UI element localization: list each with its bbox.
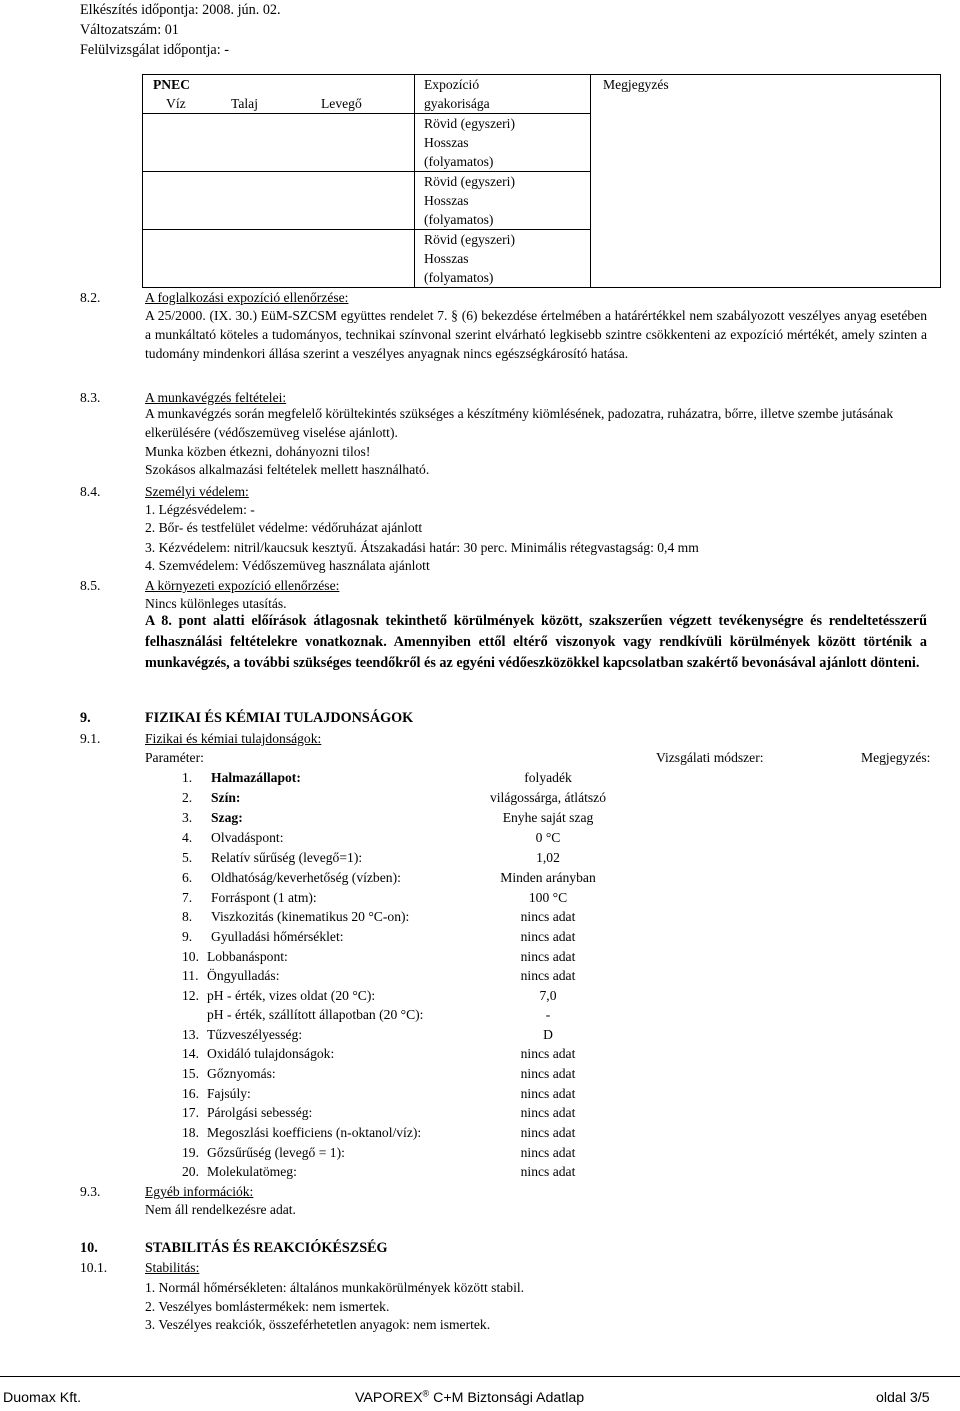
folyamatos-label: (folyamatos) <box>424 270 494 285</box>
protection-item-4: 4. Szemvédelem: Védőszemüveg használata ajánlott <box>145 558 430 573</box>
property-number: 11. <box>182 968 199 983</box>
section-10-1-number: 10.1. <box>80 1260 108 1275</box>
property-label: Megoszlási koefficiens (n-oktanol/víz): <box>207 1125 422 1140</box>
property-label: Szín: <box>211 790 241 805</box>
property-number: 13. <box>182 1027 199 1042</box>
section-8-5-body: Nincs különleges utasítás. <box>145 596 287 611</box>
section-8-3-number: 8.3. <box>80 390 101 405</box>
property-label: Gyulladási hőmérséklet: <box>211 929 344 944</box>
property-number: 2. <box>182 790 193 805</box>
protection-item-3: 3. Kézvédelem: nitril/kaucsuk kesztyű. Átszakadási határ: 30 perc. Minimális rétegvastagság: 0,4 mm <box>145 540 699 555</box>
col-method-label: Vizsgálati módszer: <box>656 750 764 765</box>
rovid-label: Rövid (egyszeri) <box>424 116 515 131</box>
pnec-row-3 <box>143 230 415 288</box>
property-number: 15. <box>182 1066 199 1081</box>
property-value: nincs adat <box>520 1066 576 1081</box>
property-value: D <box>543 1027 553 1042</box>
expo-row-3 <box>415 230 591 288</box>
property-value: nincs adat <box>520 968 576 983</box>
footer-doc-rest: C+M Biztonsági Adatlap <box>429 1390 585 1406</box>
registered-mark: ® <box>422 1388 430 1399</box>
protection-item-2: 2. Bőr- és testfelület védelme: védőruházat ajánlott <box>145 520 423 535</box>
property-label: Relatív sűrűség (levegő=1): <box>211 850 363 865</box>
stability-item-2: 2. Veszélyes bomlástermékek: nem ismertek. <box>145 1299 390 1314</box>
section-8-3-body: A munkavégzés során megfelelő körültekintés szükséges a készítmény kiömlésének, padozatra, ruházatra, bőrre, illetve szembe jutásának elkerülésére (védőszemüveg viselése ajánlott). <box>145 406 894 440</box>
section-8-3-line2: Munka közben étkezni, dohányozni tilos! <box>145 444 371 459</box>
section-10-number: 10. <box>80 1240 98 1256</box>
page-footer <box>0 1376 960 1411</box>
property-label: Olvadáspont: <box>211 830 284 845</box>
protection-item-1: 1. Légzésvédelem: - <box>145 502 255 517</box>
talaj-label: Talaj <box>231 96 258 111</box>
section-8-5-title: A környezeti expozíció ellenőrzése: <box>145 578 340 593</box>
property-value: nincs adat <box>520 949 576 964</box>
property-value: világossárga, átlátszó <box>489 790 607 805</box>
property-number: 6. <box>182 870 193 885</box>
property-label: Halmazállapot: <box>211 770 301 785</box>
folyamatos-label: (folyamatos) <box>424 212 494 227</box>
section-8-5-number: 8.5. <box>80 578 101 593</box>
property-value: 100 °C <box>528 890 568 905</box>
footer-page-number: oldal 3/5 <box>876 1390 930 1406</box>
property-label: Forráspont (1 atm): <box>211 890 317 905</box>
footer-brand: VAPOREX <box>355 1390 423 1406</box>
property-number: 17. <box>182 1105 199 1120</box>
property-value: nincs adat <box>520 1125 576 1140</box>
property-label: pH - érték, szállított állapotban (20 °C): <box>207 1007 424 1022</box>
section-10-1-title: Stabilitás: <box>145 1260 200 1275</box>
rovid-label: Rövid (egyszeri) <box>424 174 515 189</box>
property-number: 9. <box>182 929 193 944</box>
property-label: Fajsúly: <box>207 1086 251 1101</box>
section-8-4-title: Személyi védelem: <box>145 484 249 499</box>
expo-row-2 <box>415 172 591 230</box>
property-number: 10. <box>182 949 199 964</box>
property-number: 14. <box>182 1046 199 1061</box>
hosszas-label: Hosszas <box>424 251 469 266</box>
viz-label: Víz <box>166 96 186 111</box>
section-9-3-title: Egyéb információk: <box>145 1184 254 1199</box>
property-number: 5. <box>182 850 193 865</box>
expo-label-2: gyakorisága <box>424 96 490 111</box>
document-header <box>80 0 281 60</box>
property-number: 12. <box>182 988 199 1003</box>
section-8-2-body: A 25/2000. (IX. 30.) EüM-SZCSM együttes rendelet 7. § (6) bekezdése értelmében a határértékkel nem szabályozott veszélyes anyag esetében a munkáltató köteles a tudományos, technikai színvonal szerint elvárható legkisebb szintre csökkenteni az expozíció mértékét, amely szinten a tudomány mindenkori állása szerint a veszélyes anyagnak nincs egészségkárosító hatása. <box>145 308 927 361</box>
levego-label: Levegő <box>321 96 362 111</box>
review-date: Felülvizsgálat időpontja: - <box>80 42 229 58</box>
section-9-1-title: Fizikai és kémiai tulajdonságok: <box>145 731 322 746</box>
section-8-2-number: 8.2. <box>80 290 101 305</box>
stability-item-1: 1. Normál hőmérsékleten: általános munkakörülmények között stabil. <box>145 1280 525 1295</box>
col-param-label: Paraméter: <box>145 750 204 765</box>
property-number: 7. <box>182 890 193 905</box>
footer-document-title <box>355 1389 584 1408</box>
property-value: nincs adat <box>520 909 576 924</box>
property-label: Gőznyomás: <box>207 1066 276 1081</box>
property-number: 19. <box>182 1145 199 1160</box>
property-number: 8. <box>182 909 193 924</box>
col-note-label: Megjegyzés: <box>861 750 931 765</box>
property-value: 7,0 <box>539 988 557 1003</box>
property-label: Lobbanáspont: <box>207 949 288 964</box>
property-value: 1,02 <box>536 850 560 865</box>
property-value: 0 °C <box>535 830 561 845</box>
created-date: Elkészítés időpontja: 2008. jún. 02. <box>80 2 281 18</box>
footer-company: Duomax Kft. <box>3 1390 82 1406</box>
property-label: Molekulatömeg: <box>207 1164 297 1179</box>
property-value: nincs adat <box>520 929 576 944</box>
section-8-4-number: 8.4. <box>80 484 101 499</box>
folyamatos-label: (folyamatos) <box>424 154 494 169</box>
pnec-header-cell <box>143 75 415 114</box>
property-number: 4. <box>182 830 193 845</box>
property-label: Oldhatóság/keverhetőség (vízben): <box>211 870 401 885</box>
expo-header-cell <box>415 75 591 114</box>
property-label: Oxidáló tulajdonságok: <box>207 1046 335 1061</box>
property-label: Tűzveszélyesség: <box>207 1027 303 1042</box>
section-9-3-number: 9.3. <box>80 1184 101 1199</box>
property-number: 3. <box>182 810 193 825</box>
property-value: nincs adat <box>520 1164 576 1179</box>
section-8-3-title: A munkavégzés feltételei: <box>145 390 287 405</box>
hosszas-label: Hosszas <box>424 193 469 208</box>
property-value: Minden arányban <box>500 870 596 885</box>
section-9-3-body: Nem áll rendelkezésre adat. <box>145 1202 296 1217</box>
property-label: Viszkozitás (kinematikus 20 °C-on): <box>211 909 410 924</box>
property-label: Szag: <box>211 810 243 825</box>
section-9-number: 9. <box>80 710 91 726</box>
property-value: nincs adat <box>520 1086 576 1101</box>
section-9-title: FIZIKAI ÉS KÉMIAI TULAJDONSÁGOK <box>145 710 414 726</box>
property-label: pH - érték, vizes oldat (20 °C): <box>207 988 376 1003</box>
stability-item-3: 3. Veszélyes reakciók, összeférhetetlen anyagok: nem ismertek. <box>145 1317 491 1332</box>
property-value: nincs adat <box>520 1105 576 1120</box>
section-8-2-title: A foglalkozási expozíció ellenőrzése: <box>145 290 349 305</box>
property-label: Gőzsűrűség (levegő = 1): <box>207 1145 345 1160</box>
property-label: Párolgási sebesség: <box>207 1105 313 1120</box>
property-number: 1. <box>182 770 193 785</box>
rovid-label: Rövid (egyszeri) <box>424 232 515 247</box>
megjegyzes-label: Megjegyzés <box>603 77 669 92</box>
property-label: Öngyulladás: <box>207 968 280 983</box>
hosszas-label: Hosszas <box>424 135 469 150</box>
pnec-row-1 <box>143 114 415 172</box>
expo-row-1 <box>415 114 591 172</box>
expo-label-1: Expozíció <box>424 77 480 92</box>
property-value: nincs adat <box>520 1145 576 1160</box>
note-header-cell <box>591 75 941 288</box>
property-value: nincs adat <box>520 1046 576 1061</box>
pnec-label: PNEC <box>153 77 191 92</box>
version-number: Változatszám: 01 <box>80 22 179 38</box>
property-value: Enyhe saját szag <box>502 810 594 825</box>
property-number: 20. <box>182 1164 199 1179</box>
property-number: 16. <box>182 1086 199 1101</box>
pnec-row-2 <box>143 172 415 230</box>
section-8-5-bold-paragraph: A 8. pont alatti előírások átlagosnak tekinthető körülmények között, szakszerűen végzett tevékenységre és rendeltetésszerű felhasználási feltételekre vonatkoznak. Amennyiben ettől eltérő viszonyok vagy rendkívüli körülmények között történik a munkavégzés, a további szükséges teendőkről és az egyéni védőeszközökkel kapcsolatban szakértő bevonásával ajánlott dönteni. <box>145 613 927 671</box>
section-9-1-number: 9.1. <box>80 731 101 746</box>
property-value: folyadék <box>524 770 572 785</box>
section-8-3-line3: Szokásos alkalmazási feltételek mellett használható. <box>145 462 430 477</box>
property-value: - <box>545 1007 551 1022</box>
section-10-title: STABILITÁS ÉS REAKCIÓKÉSZSÉG <box>145 1240 388 1256</box>
pnec-table <box>142 74 941 288</box>
property-number: 18. <box>182 1125 199 1140</box>
